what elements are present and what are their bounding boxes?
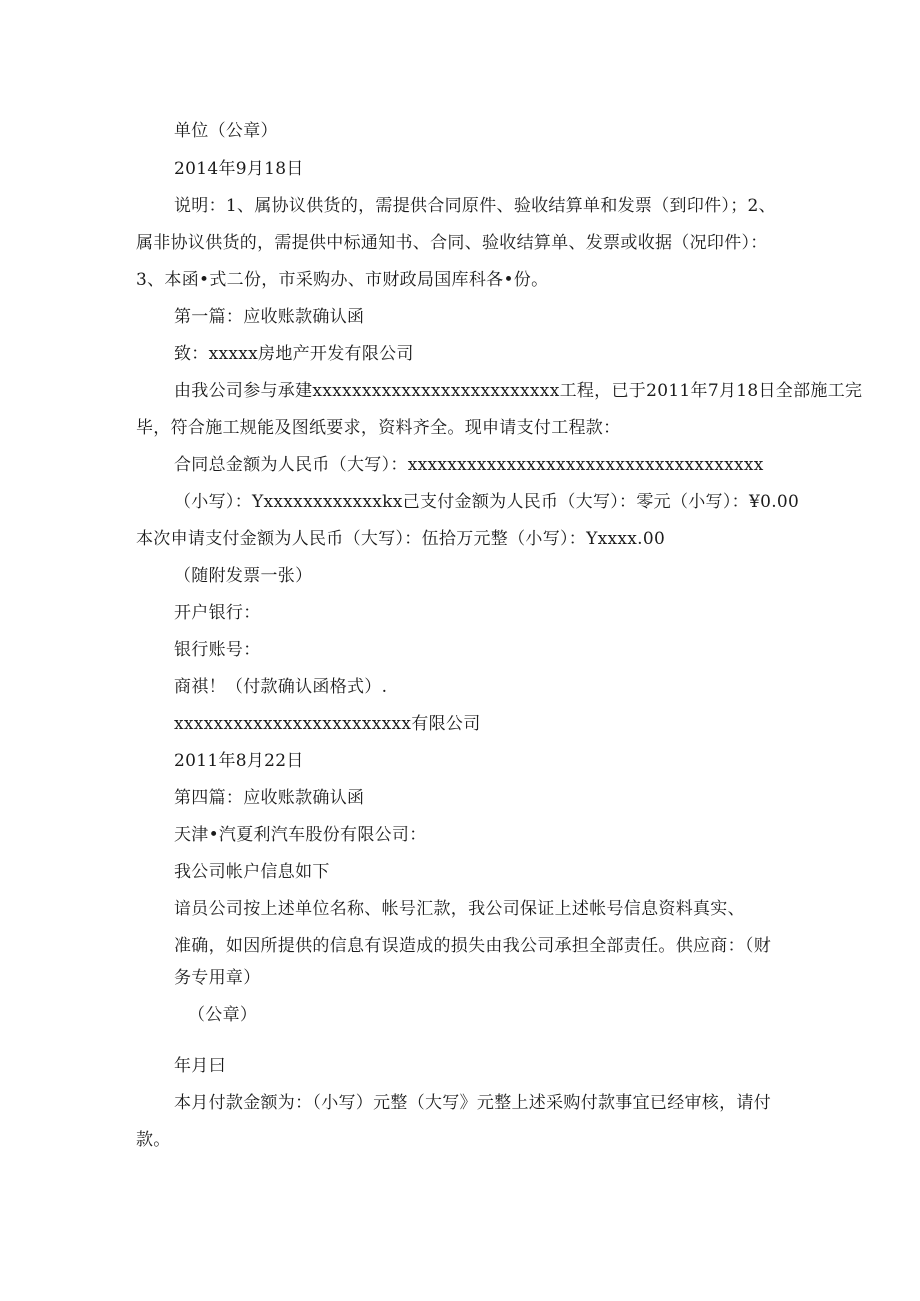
request-line-2: 准确，如因所提供的信息有误造成的损失由我公司承担全部责任。供应商：（财 — [174, 936, 771, 956]
account-info-heading: 我公司帐户信息如下 — [174, 862, 330, 882]
attachment-note: （随附发票一张） — [174, 566, 313, 586]
company-name-line: xxxxxxxxxxxxxxxxxxxxxxxx有限公司 — [174, 714, 481, 734]
request-line-3: 务专用章） — [174, 968, 261, 988]
section-heading-4: 第四篇：应收账款确认函 — [174, 788, 365, 808]
closing-line: 商祺！（付款确认函格式）. — [174, 677, 388, 697]
payment-line-1: 本月付款金额为：（小写）元整（大写》元整上述采购付款事宜已经审核，请付 — [174, 1093, 771, 1113]
recipient-line: 致：xxxxx房地产开发有限公司 — [174, 344, 414, 364]
bank-account-line: 银行账号： — [174, 640, 261, 660]
note-line-1: 说明：1、属协议供货的，需提供合同原件、验收结算单和发票（到印件）；2、 — [174, 196, 776, 216]
date-line-2: 2011年8月22日 — [174, 751, 304, 771]
body-line-1: 由我公司参与承建xxxxxxxxxxxxxxxxxxxxxxxxx工程，已于2011年7月18日全部施工完 — [174, 381, 863, 401]
request-amount-line: 本次申请支付金额为人民币（大写）：伍拾万元整（小写）：Yxxxx.00 — [136, 529, 666, 549]
paid-amount-line: （小写）：Yxxxxxxxxxxxxkx己支付金额为人民币（大写）：零元（小写）：¥0.00 — [174, 492, 800, 512]
section-heading-1: 第一篇：应收账款确认函 — [174, 307, 365, 327]
date-line: 2014年9月18日 — [174, 159, 304, 179]
seal-line: （公章） — [188, 1005, 258, 1025]
payment-line-2: 款。 — [136, 1130, 171, 1150]
seal-unit-line: 单位（公章） — [174, 121, 278, 141]
contract-total-line: 合同总金额为人民币（大写）：xxxxxxxxxxxxxxxxxxxxxxxxxxxxxxxxxxxx — [174, 455, 764, 475]
date-placeholder-line: 年月曰 — [174, 1056, 226, 1076]
bank-name-line: 开户银行： — [174, 603, 261, 623]
note-line-2: 属非协议供货的，需提供中标通知书、合同、验收结算单、发票或收据（况印件）： — [136, 233, 768, 253]
note-line-3: 3、本函•式二份，市采购办、市财政局国库科各•份。 — [136, 270, 549, 290]
body-line-2: 毕，符合施工规能及图纸要求，资料齐全。现申请支付工程款： — [136, 418, 621, 438]
request-line-1: 谙员公司按上述单位名称、帐号汇款，我公司保证上述帐号信息资料真实、 — [174, 899, 745, 919]
recipient-line-2: 天津•汽夏利汽车股份有限公司： — [174, 825, 427, 845]
